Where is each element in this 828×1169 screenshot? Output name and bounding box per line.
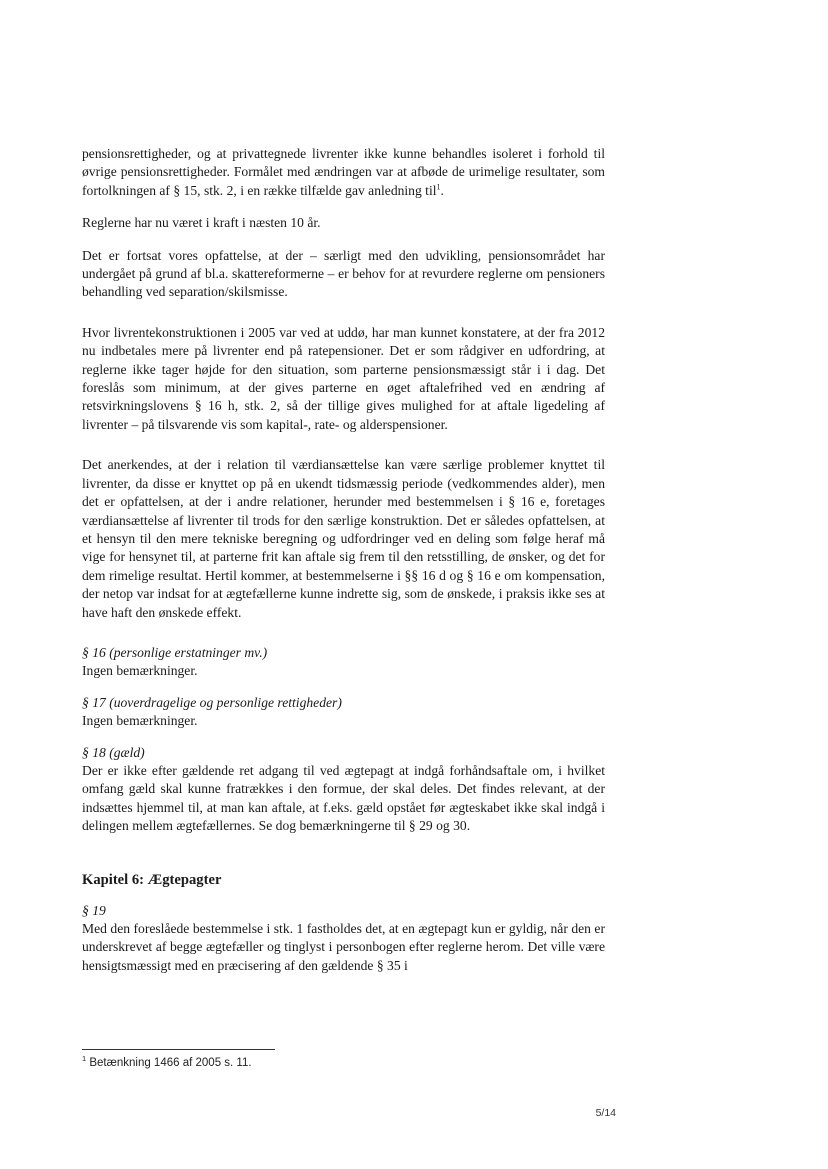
section-16 <box>82 644 605 681</box>
footnote-number: 1 <box>82 1054 87 1064</box>
section-heading: § 16 (personlige erstatninger mv.) <box>82 644 268 660</box>
footnote <box>82 1054 252 1069</box>
paragraph-rules-in-force: Reglerne har nu været i kraft i næsten 10 år. <box>82 215 321 231</box>
section-body: Ingen bemærkninger. <box>82 663 198 679</box>
section-17 <box>82 694 605 731</box>
section-18 <box>82 744 605 836</box>
footnote-ref[interactable]: 1 <box>436 182 441 192</box>
section-body: Ingen bemærkninger. <box>82 713 198 729</box>
page-number: 5/14 <box>595 1107 616 1119</box>
section-heading: § 17 (uoverdragelige og personlige rettigheder) <box>82 694 342 710</box>
section-body: Med den foreslåede bestemmelse i stk. 1 fastholdes det, at en ægtepagt kun er gyldig, når den er underskrevet af begge ægtefæller og tinglyst i personbogen efter reglerne herom. Det ville være hensigtsmæssigt med en præcisering af den gældende § 35 i <box>82 921 605 973</box>
paragraph-life-annuity: Hvor livrentekonstruktionen i 2005 var ved at uddø, har man kunnet konstatere, at der fra 2012 nu indbetales mere på livrenter end på ratepensioner. Det er som rådgiver en udfordring, at reglerne ikke tager højde for den situation, som parterne pensionsmæssigt står i i dag. Det foreslås som minimum, at der gives parterne en øget aftalefrihed ved en ændring af retsvirkningslovens § 16 h, stk. 2, så der tillige gives mulighed for at aftale ligedeling af livrenter – på tilsvarende vis som kapital-, rate- og alderspensioner. <box>82 324 605 432</box>
section-19 <box>82 902 605 976</box>
footnote-text: Betænkning 1466 af 2005 s. 11. <box>86 1057 252 1069</box>
section-heading: § 19 <box>82 902 106 918</box>
paragraph-pension-rights <box>82 145 605 200</box>
chapter-title: Kapitel 6: Ægtepagter <box>82 871 222 888</box>
paragraph-valuation: Det anerkendes, at der i relation til værdiansættelse kan være særlige problemer knyttet til livrenter, da disse er knyttet op på en ukendt tidsmæssig periode (vedkommendes alder), men det er opfattelsen, at der i andre relationer, herunder med bestemmelsen i § 16 e, foretages værdiansættelse af livrenter til trods for den særlige konstruktion. Det er således opfattelsen, at et hensyn til den mere tekniske beregning og udfordringer ved en deling som følge heraf må vige for hensynet til, at parterne frit kan aftale sig frem til den retsstilling, de ønsker, og det for dem rimelige resultat. Hertil kommer, at bestemmelserne i §§ 16 d og § 16 e om kompensation, der netop var indsat for at ægtefællerne kunne indrette sig, som de ønskede, i praksis ikke ses at have haft den ønskede effekt. <box>82 457 605 620</box>
footnote-divider <box>82 1049 275 1050</box>
section-heading: § 18 (gæld) <box>82 744 145 760</box>
paragraph-text: pensionsrettigheder, og at privattegnede livrenter ikke kunne behandles isoleret i forhold til øvrige pensionsrettigheder. Formålet med ændringen var at afbøde de urimelige resultater, som fortolkningen af § 15, stk. 2, i en række tilfælde gav anledning til <box>82 146 605 198</box>
section-body: Der er ikke efter gældende ret adgang til ved ægtepagt at indgå forhåndsaftale om, i hvilket omfang gæld skal kunne fratrækkes i den formue, der skal deles. Det findes relevant, at der indsættes hjemmel til, at man kan aftale, at f.eks. gæld opstået før ægteskabet ikke skal indgå i delingen mellem ægtefællernes. Se dog bemærkningerne til § 29 og 30. <box>82 762 605 834</box>
paragraph-end: . <box>440 182 444 198</box>
document-body <box>82 145 605 975</box>
paragraph-opinion: Det er fortsat vores opfattelse, at der – særligt med den udvikling, pensionsområdet har undergået på grund af bl.a. skattereformerne – er behov for at revurdere reglerne om pensioners behandling ved separation/skilsmisse. <box>82 247 605 300</box>
